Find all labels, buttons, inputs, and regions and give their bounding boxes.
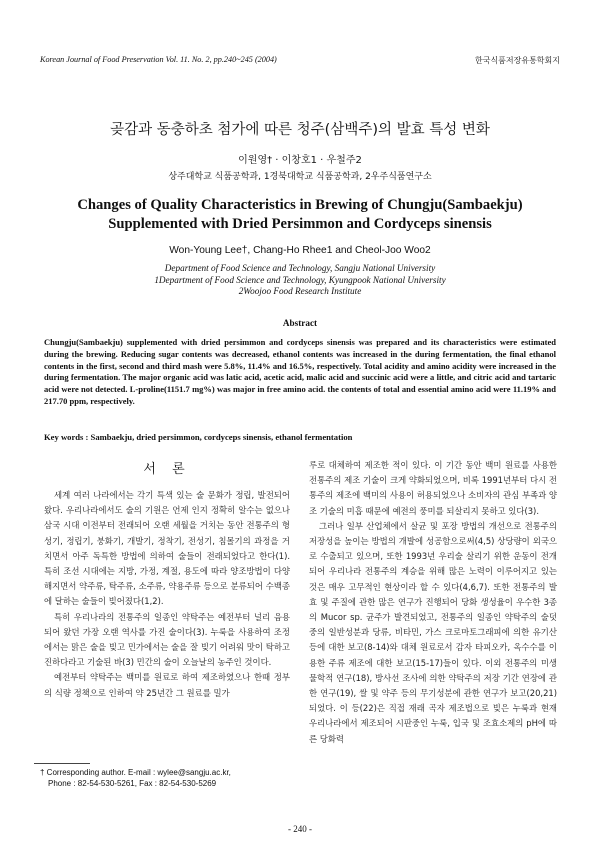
keywords: Key words : Sambaekju, dried persimmon, cordyceps sinensis, ethanol fermentation xyxy=(44,432,353,442)
english-authors: Won-Young Lee†, Chang-Ho Rhee1 and Cheol-Joo Woo2 xyxy=(169,245,431,256)
right-column xyxy=(309,458,557,747)
abstract-text: Chungju(Sambaekju) supplemented with dried persimmon and cordyceps sinensis was prepared and its characteristics were estimated during the brewing. Reducing sugar contents was decreased, ethanol contents was increased in the during fermentation, the final ethanol contents in the first, second and third mash were 5.8%, 11.4% and 16.5%, respectively. Total acidity and amino acidity were increased in the during fermentation. The major organic acid was latic acid, acetic acid, malic acid and succinic acid were a little, and citric acid and tartaric acid were not detected. L-proline(1151.7 mg%) was major in free amino acid. the contents of total and essential amino acid were 11.19% and 217.70 ppm, respectively. xyxy=(44,337,556,406)
section-title: 서 론 xyxy=(143,462,191,477)
affiliation-2: 1Department of Food Science and Technology, Kyungpook National University xyxy=(154,274,446,285)
english-title: Changes of Quality Characteristics in Brewing of Chungju(Sambaekju) Supplemented with Dried Persimmon and Cordyceps sinensis xyxy=(77,197,523,232)
paragraph: 예전부터 약탁주는 백미를 원료로 하여 제조하였으나 한때 정부의 식량 정책으로 인하여 약 25년간 그 원료를 밀가 xyxy=(44,672,290,698)
english-affiliations xyxy=(0,263,600,298)
paragraph: 루로 대체하여 제조한 적이 있다. 이 기간 동안 백미 원료를 사용한 전통주의 제조 기술이 크게 약화되었으며, 비록 1991년부터 다시 전통주의 제조에 백미의 사용이 허용되었으나 소비자의 관심 부족과 양조 기술의 미흡 때문에 예전의 풍미를 되살리지 못하고 있다(3). xyxy=(309,460,557,516)
journal-citation: Korean Journal of Food Preservation Vol. 11. No. 2, pp.240~245 (2004) xyxy=(40,55,277,64)
left-column xyxy=(44,488,290,701)
affiliation-3: 2Woojoo Food Research Institute xyxy=(238,286,362,297)
footnote-email: † Corresponding author. E-mail : wylee@sangju.ac.kr, xyxy=(40,768,231,777)
footnote-phone: Phone : 82-54-530-5261, Fax : 82-54-530-5269 xyxy=(48,779,217,788)
affiliation-1: Department of Food Science and Technology, Sangju National University xyxy=(164,263,436,273)
korean-affiliations: 상주대학교 식품공학과, 1경북대학교 식품공학과, 2우주식품연구소 xyxy=(168,172,432,182)
paragraph: 세계 여러 나라에서는 각기 특색 있는 술 문화가 정립, 발전되어 왔다. 우리나라에서도 술의 기원은 언제 인지 정확히 알수는 없으나 삼국 시대 이전부터 전래되어 오랜 세월을 거치는 동안 전통주의 형성기, 정립기, 붕화기, 개발기, 정착기, 전성기, 침몰기의 과정을 거치면서 아주 독특한 방법에 의하여 술들이 전래되었다고 한다(1). 특히 조선 시대에는 지방, 가정, 계절, 용도에 따라 양조방법이 다양해지면서 약주류, 탁주류, 소주류, 약용주류 등으로 분류되어 수백종에 달하는 술들이 빚어졌다(1,2). xyxy=(44,490,290,607)
korean-authors: 이원영† · 이창호1 · 우철주2 xyxy=(238,155,362,166)
footnote-divider xyxy=(34,763,90,764)
korean-title: 곶감과 동충하초 첨가에 따른 청주(삼백주)의 발효 특성 변화 xyxy=(110,122,490,138)
journal-header xyxy=(40,55,560,64)
abstract-heading: Abstract xyxy=(282,318,318,328)
page-number: - 240 - xyxy=(288,824,312,834)
paragraph: 특히 우리나라의 전통주의 일종인 약탁주는 예전부터 널리 음용 되어 왔던 가장 오랜 역사를 가진 술이다(3). 누룩을 사용하여 조정에서는 맑은 술을 빚고 민가에서는 술을 잘 빚기 어려워 맛이 탁하고 진하다라고 기술된 바(3) 민간의 술이 오늘날의 농주인 것이다. xyxy=(44,611,290,668)
society-name: 한국식품저장유통학회지 xyxy=(474,56,560,65)
footnote xyxy=(40,767,300,789)
paragraph: 그러나 일부 산업체에서 살균 및 포장 방법의 개선으로 전통주의 저장성을 높이는 방법의 개발에 성공함으로써(4,5) 상당량이 외국으로 수출되고 있으며, 또한 1993년 우리술 살리기 위한 운동이 전개되어 우리나라 전통주의 계승을 위해 많은 노력이 이루어지고 있는 것은 매우 고무적인 현상이라 할 수 있다(4,6,7). 또한 전통주의 발효 및 주질에 관한 많은 연구가 진행되어 당화 생성율이 우수한 3종의 Mucor sp. 균주가 발견되었고, 전통주의 일종인 약탁주의 술덧중의 일반성분과 당류, 비타민, 가스 크로마토그래피에 의한 유기산등에 대한 보고(8-14)와 대체 원료로서 감자 타피오카, 옥수수를 이용한 주류 제조에 대한 보고(15-17)들이 있다. 이외 전통주의 미생물학적 연구(18), 방사선 조사에 의한 약탁주의 저장 기간 연장에 관한 연구(19), 쌀 및 약주 등의 무기성분에 관한 연구가 보고(20,21)되었다. 이 등(22)은 직접 재래 곡자 제조법으로 빚은 누룩과 현재 우리나라에서 제조되어 시판중인 누룩, 입국 및 조효소제의 pH에 따른 당화력 xyxy=(309,520,557,744)
